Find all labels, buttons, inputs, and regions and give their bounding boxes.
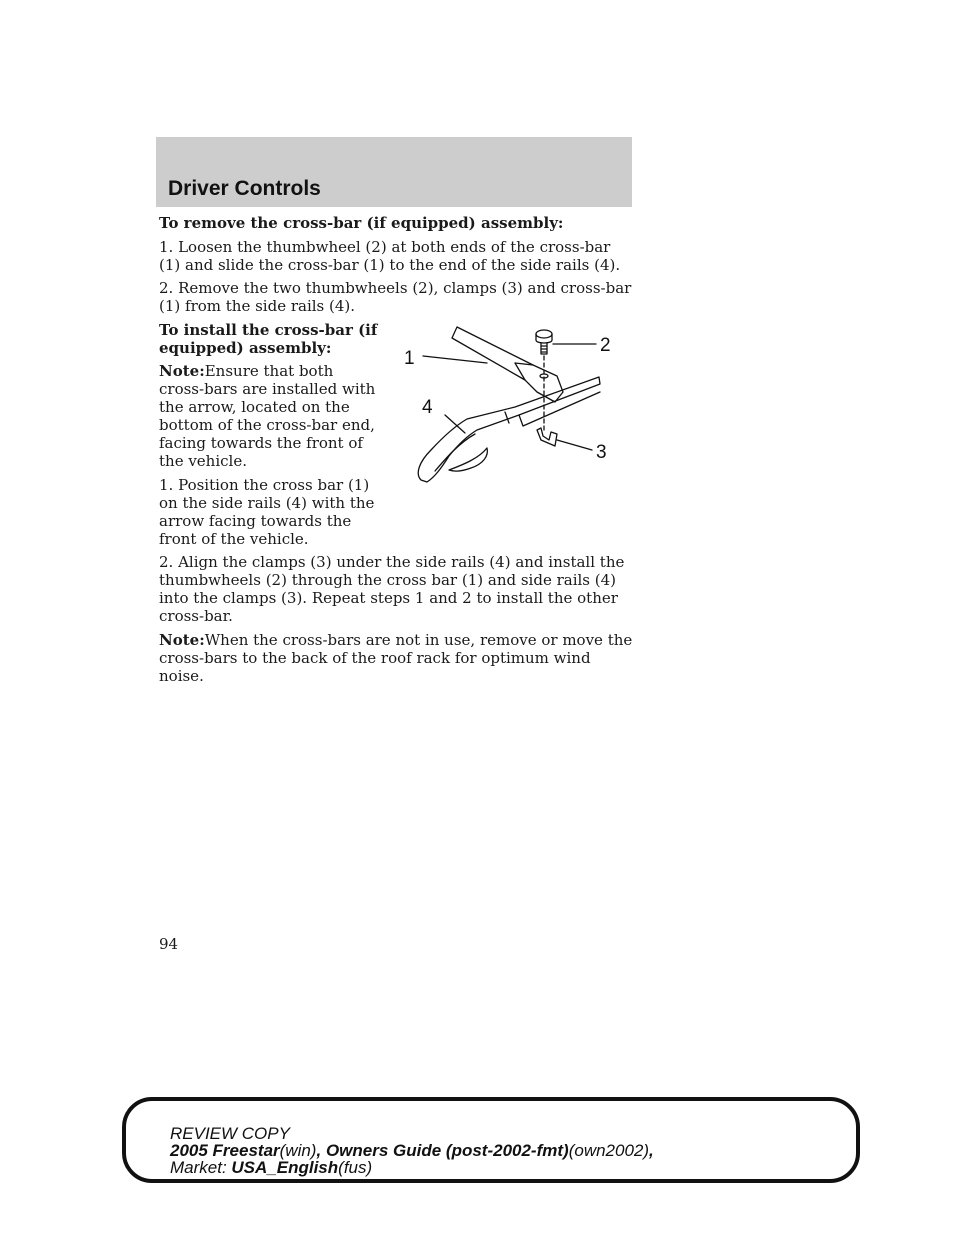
cross-bar-diagram	[395, 322, 631, 498]
review-copy-box	[122, 1097, 860, 1183]
wrapped-column	[159, 321, 381, 548]
review-market-line	[170, 1159, 654, 1176]
install-step-2: 2. Align the clamps (3) under the side rails (4) and install the thumbwheels (2) through the cross bar (1) and side rails (4) into the clamps (3). Repeat steps 1 and 2 to install the other cross-bar.	[159, 553, 625, 625]
page-number: 94	[159, 935, 179, 953]
section-header-band	[156, 137, 632, 207]
callout-1: 1	[404, 348, 415, 369]
install-step-1: 1. Position the cross bar (1) on the side rails (4) with the arrow facing towards the front of the vehicle.	[159, 475, 375, 548]
note-2-label: Note:	[159, 630, 205, 649]
footer-guide-code: (own2002)	[568, 1141, 650, 1160]
callout-4: 4	[422, 397, 433, 418]
note-1-label: Note:	[159, 362, 205, 380]
note-1	[159, 362, 381, 470]
section-title: Driver Controls	[168, 177, 321, 200]
remove-heading: To remove the cross-bar (if equipped) assembly:	[159, 214, 564, 232]
thumbwheel-knob	[536, 330, 552, 338]
footer-market-code: (fus)	[338, 1158, 373, 1177]
callout-2: 2	[600, 335, 611, 356]
footer-model: 2005 Freestar	[170, 1141, 280, 1160]
install-heading: To install the cross-bar (if equipped) assembly:	[159, 320, 378, 357]
review-model-line	[170, 1142, 654, 1159]
remove-step-2: 2. Remove the two thumbwheels (2), clamps (3) and cross-bar (1) from the side rails (4).	[159, 279, 632, 315]
footer-model-code: (win)	[279, 1141, 317, 1160]
note-2-text: When the cross-bars are not in use, remove or move the cross-bars to the back of the roof rack for optimum wind noise.	[159, 630, 633, 685]
review-copy-label: REVIEW COPY	[170, 1124, 290, 1143]
review-copy-text	[170, 1125, 654, 1176]
footer-sep-1: ,	[316, 1141, 326, 1160]
footer-sep-2: ,	[649, 1141, 654, 1160]
clamp-shape	[537, 428, 557, 446]
side-rail-shape	[418, 377, 600, 482]
footer-market-label: Market:	[170, 1158, 232, 1177]
remove-step-1: 1. Loosen the thumbwheel (2) at both ends of the cross-bar (1) and slide the cross-bar (1) to the end of the side rails (4).	[159, 237, 621, 274]
footer-market: USA_English	[231, 1158, 339, 1177]
footer-guide: Owners Guide (post-2002-fmt)	[325, 1141, 569, 1160]
note-2	[159, 631, 634, 685]
callout-3: 3	[596, 442, 607, 463]
note-1-text: Ensure that both cross-bars are installed with the arrow, located on the bottom of the cross-bar end, facing towards the front of the vehicle.	[159, 362, 376, 470]
